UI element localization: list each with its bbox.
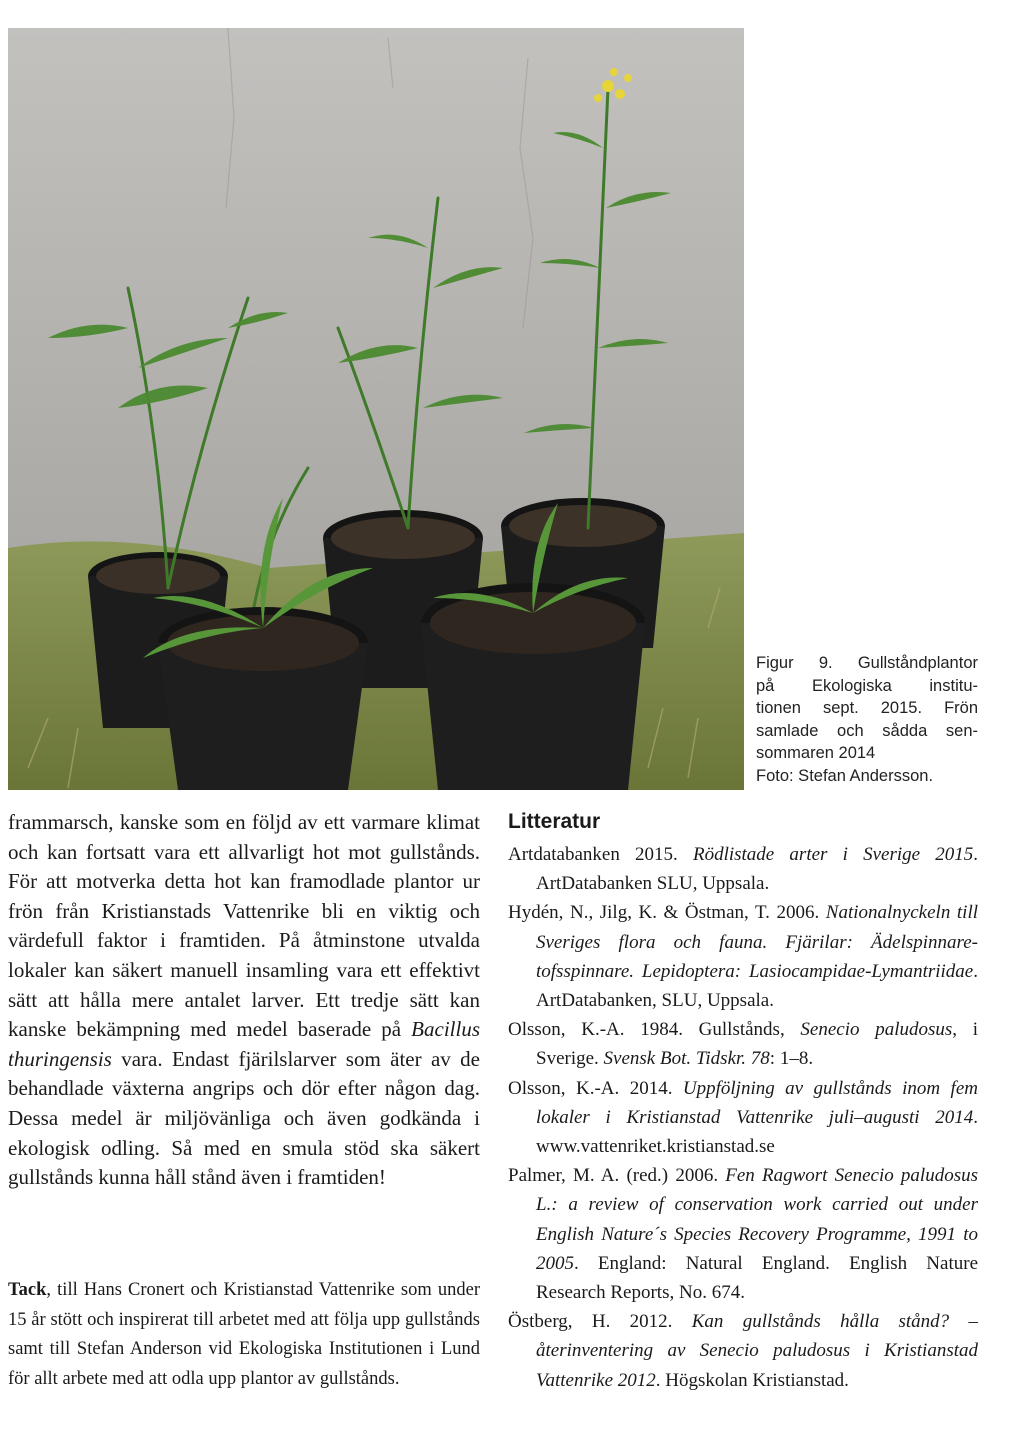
literature-heading: Litteratur	[508, 810, 601, 833]
caption-line: samlade och sådda sen-	[756, 721, 978, 740]
caption-line: på Ekologiska institu-	[756, 676, 978, 695]
reference-item: Palmer, M. A. (red.) 2006. Fen Ragwort Senecio paludosus L.: a review of conservation work carried out under English Nature´s Species Recovery Programme, 1991 to 2005. England: Natural England. English Nature Research Reports, No. 674.	[508, 1165, 978, 1304]
figure-caption	[756, 652, 978, 787]
thanks-text: , till Hans Cronert och Kristianstad Vattenrike som under 15 år stött och inspirerat till arbetet med att följa upp gullstånds samt till Stefan Anderson vid Ekologiska Institutionen i Lund för allt arbete med att odla upp plantor av gullstånds.	[8, 1280, 480, 1389]
body-paragraph	[8, 808, 480, 1193]
caption-credit: Foto: Stefan Andersson.	[756, 766, 934, 785]
literature-section	[508, 808, 978, 1395]
caption-line: Figur 9. Gullståndplantor	[756, 654, 978, 672]
caption-line: sommaren 2014	[756, 744, 876, 762]
body-text-column	[8, 808, 480, 1193]
reference-item: Olsson, K.-A. 2014. Uppföljning av gullstånds inom fem lokaler i Kristianstad Vattenrike juli–augusti 2014. www.vattenriket.kristianstad.se	[508, 1077, 978, 1158]
reference-item: Artdatabanken 2015. Rödlistade arter i Sverige 2015. ArtDatabanken SLU, Uppsala.	[508, 844, 978, 895]
reference-item: Hydén, N., Jilg, K. & Östman, T. 2006. Nationalnyckeln till Sveriges flora och fauna. Fjärilar: Ädelspinnare-tofsspinnare. Lepidoptera: Lasiocampidae-Lymantriidae. ArtDatabanken, SLU, Uppsala.	[508, 902, 978, 1012]
plant-photo	[8, 28, 744, 790]
body-text: frammarsch, kanske som en följd av ett varmare klimat och kan fortsatt vara ett allvarligt hot mot gullstånds. För att motverka detta hot kan framodlade plantor ur frön från Kristianstads Vattenrike bli en viktig och värdefull faktor i framtiden. På åtminstone utvalda lokaler kan säkert manuell insamling vara ett effektivt sätt att hålla mere antalet larver. Ett tredje sätt kan kanske bekämpning med medel baserade på	[8, 810, 480, 1042]
species-name: Bacillus thuringensis	[8, 1017, 480, 1071]
reference-item: Olsson, K.-A. 1984. Gullstånds, Senecio paludosus, i Sverige. Svensk Bot. Tidskr. 78: 1–8.	[508, 1019, 978, 1070]
acknowledgements	[8, 1276, 480, 1394]
reference-item: Östberg, H. 2012. Kan gullstånds hålla stånd? – återinventering av Senecio paludosus i Kristianstad Vattenrike 2012. Högskolan Kristianstad.	[508, 1311, 978, 1391]
body-text: vara. Endast fjärilslarver som äter av de behandlade växterna angrips och dör efter någon dag. Dessa medel är miljövänliga och även godkända i ekologisk odling. Så med en smula stöd ska säkert gullstånds kunna håll stånd även i framtiden!	[8, 1046, 480, 1190]
caption-line: tionen sept. 2015. Frön	[756, 699, 978, 717]
thanks-lead: Tack	[8, 1280, 47, 1300]
